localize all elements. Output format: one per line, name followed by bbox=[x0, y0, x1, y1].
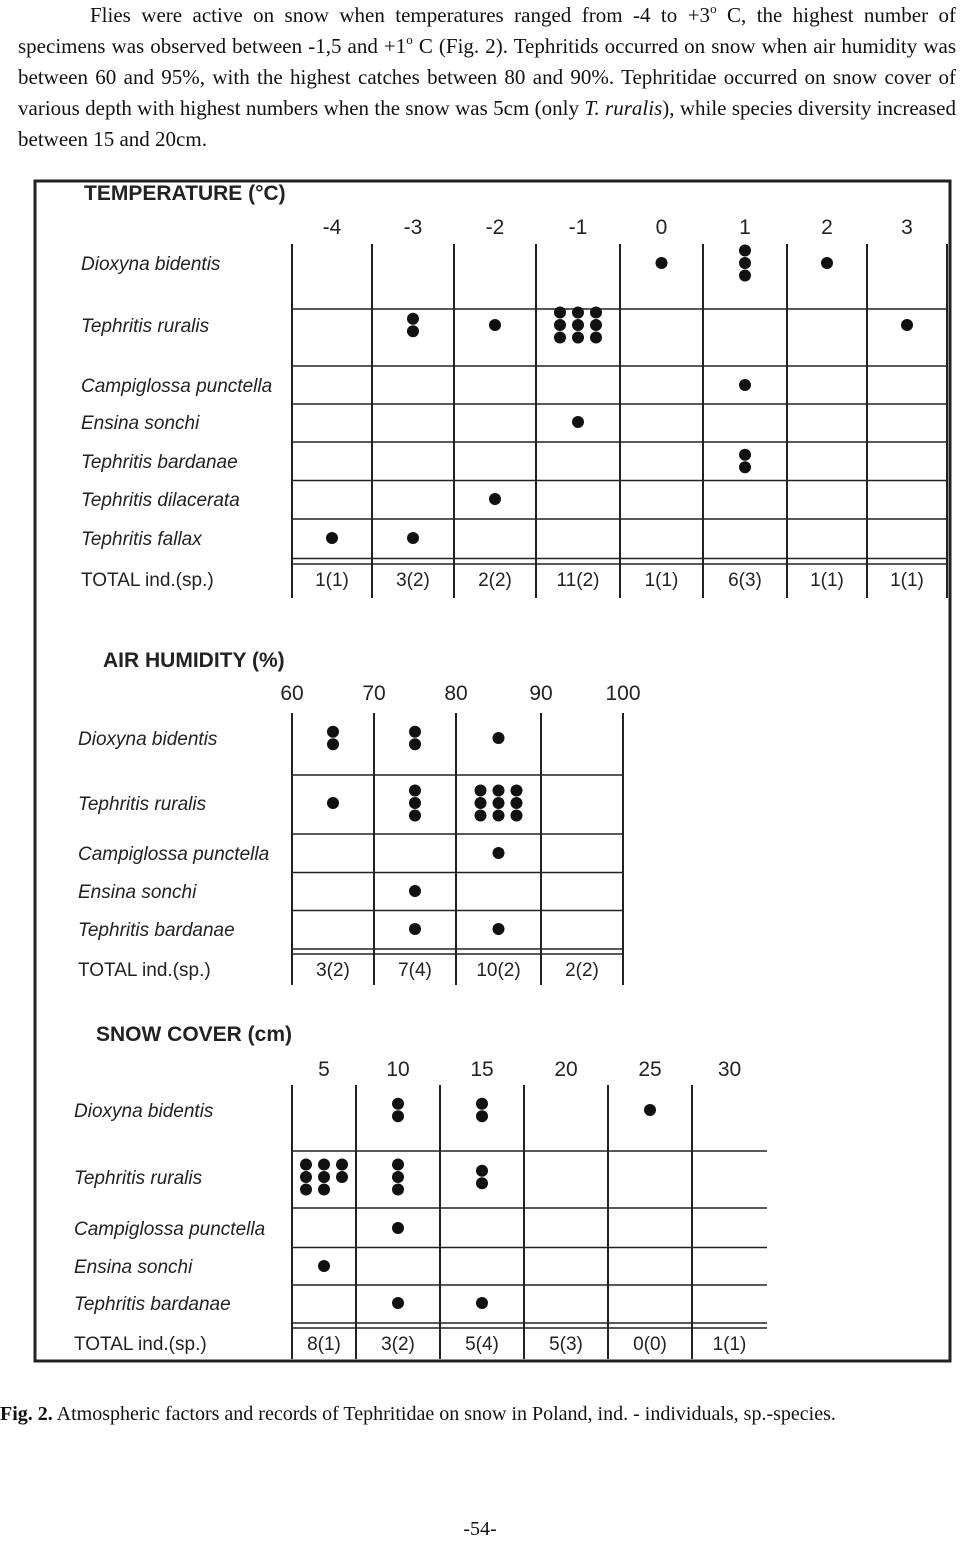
record-dot bbox=[554, 332, 566, 344]
record-dot bbox=[475, 785, 487, 797]
record-dot bbox=[511, 797, 523, 809]
paragraph-species-italic: T. ruralis bbox=[584, 96, 663, 120]
record-dot bbox=[554, 307, 566, 319]
record-dot bbox=[511, 785, 523, 797]
caption-text: Atmospheric factors and records of Tephritidae on snow in Poland, ind. - individuals, sp.-species. bbox=[52, 1403, 836, 1425]
record-dot bbox=[493, 810, 505, 822]
axis-tick-label: 2 bbox=[821, 216, 833, 239]
total-value: 3(2) bbox=[381, 1334, 415, 1355]
record-dot bbox=[392, 1171, 404, 1183]
record-dot bbox=[336, 1171, 348, 1183]
record-dot bbox=[493, 785, 505, 797]
paragraph-text-2: C, the highest number of specimens was observed between -1,5 and +1 bbox=[18, 3, 956, 58]
record-dot bbox=[407, 532, 419, 544]
record-dot bbox=[821, 257, 833, 269]
record-dot bbox=[409, 726, 421, 738]
record-dot bbox=[300, 1171, 312, 1183]
total-value: 2(2) bbox=[478, 570, 512, 591]
degree-mark-2: o bbox=[406, 32, 413, 47]
species-label: Tephritis dilacerata bbox=[81, 490, 240, 511]
total-label: TOTAL ind.(sp.) bbox=[74, 1334, 207, 1355]
record-dot bbox=[476, 1297, 488, 1309]
record-dot bbox=[318, 1260, 330, 1272]
record-dot bbox=[327, 726, 339, 738]
species-label: Tephritis ruralis bbox=[78, 794, 207, 815]
record-dot bbox=[476, 1098, 488, 1110]
record-dot bbox=[572, 416, 584, 428]
axis-tick-label: 25 bbox=[638, 1058, 662, 1081]
species-label: Dioxyna bidentis bbox=[78, 729, 218, 750]
record-dot bbox=[656, 257, 668, 269]
total-value: 5(3) bbox=[549, 1334, 583, 1355]
species-label: Tephritis fallax bbox=[81, 529, 202, 550]
total-value: 6(3) bbox=[728, 570, 762, 591]
paragraph-text-3: C (Fig. 2). Tephritids occurred on snow when air humidity was between 60 and 95%, with the highest catches between 80 and 90%. Tephritidae occurred on snow cover of various depth with highest numbers when the snow was 5cm (only bbox=[18, 34, 956, 120]
degree-mark-1: o bbox=[710, 1, 717, 16]
record-dot bbox=[739, 379, 751, 391]
record-dot bbox=[572, 332, 584, 344]
record-dot bbox=[409, 797, 421, 809]
axis-tick-label: 30 bbox=[717, 1058, 742, 1081]
record-dot bbox=[409, 885, 421, 897]
species-label: Dioxyna bidentis bbox=[81, 254, 221, 275]
record-dot bbox=[407, 313, 419, 325]
species-label: Tephritis ruralis bbox=[74, 1168, 203, 1189]
record-dot bbox=[739, 245, 751, 257]
species-label: Campiglossa punctella bbox=[74, 1219, 266, 1240]
record-dot bbox=[392, 1098, 404, 1110]
record-dot bbox=[326, 532, 338, 544]
species-label: Tephritis ruralis bbox=[81, 316, 210, 337]
record-dot bbox=[493, 732, 505, 744]
axis-tick-label: 3 bbox=[901, 216, 913, 239]
record-dot bbox=[511, 810, 523, 822]
record-dot bbox=[475, 797, 487, 809]
page-number: -54- bbox=[463, 1518, 497, 1540]
species-label: Tephritis bardanae bbox=[78, 920, 235, 941]
record-dot bbox=[493, 923, 505, 935]
axis-tick-label: 10 bbox=[386, 1058, 410, 1081]
record-dot bbox=[476, 1165, 488, 1177]
record-dot bbox=[476, 1110, 488, 1122]
axis-tick-label: 90 bbox=[529, 682, 553, 705]
record-dot bbox=[300, 1159, 312, 1171]
axis-tick-label: 80 bbox=[444, 682, 468, 705]
record-dot bbox=[318, 1184, 330, 1196]
record-dot bbox=[392, 1159, 404, 1171]
total-label: TOTAL ind.(sp.) bbox=[78, 960, 211, 981]
record-dot bbox=[489, 493, 501, 505]
record-dot bbox=[327, 738, 339, 750]
record-dot bbox=[739, 257, 751, 269]
axis-tick-label: 5 bbox=[318, 1058, 330, 1081]
record-dot bbox=[739, 270, 751, 282]
total-value: 8(1) bbox=[307, 1334, 341, 1355]
record-dot bbox=[409, 785, 421, 797]
record-dot bbox=[739, 449, 751, 461]
species-label: Campiglossa punctella bbox=[81, 376, 273, 397]
record-dot bbox=[739, 461, 751, 473]
species-label: Campiglossa punctella bbox=[78, 844, 270, 865]
paragraph-text-1: Flies were active on snow when temperatures ranged from -4 to +3 bbox=[90, 3, 711, 27]
total-value: 11(2) bbox=[556, 570, 600, 591]
record-dot bbox=[392, 1222, 404, 1234]
paragraph-text-4: ), while species diversity increased between 15 and 20cm. bbox=[18, 96, 956, 151]
record-dot bbox=[409, 738, 421, 750]
record-dot bbox=[392, 1297, 404, 1309]
caption-label: Fig. 2. bbox=[0, 1403, 53, 1425]
total-value: 10(2) bbox=[476, 960, 521, 981]
total-value: 7(4) bbox=[398, 960, 432, 981]
record-dot bbox=[590, 319, 602, 331]
record-dot bbox=[590, 332, 602, 344]
total-value: 1(1) bbox=[315, 570, 349, 591]
total-value: 3(2) bbox=[316, 960, 350, 981]
species-label: Tephritis bardanae bbox=[74, 1294, 231, 1315]
record-dot bbox=[493, 847, 505, 859]
axis-tick-label: -1 bbox=[568, 216, 588, 239]
axis-tick-label: 70 bbox=[362, 682, 386, 705]
total-label: TOTAL ind.(sp.) bbox=[81, 570, 214, 591]
total-value: 5(4) bbox=[465, 1334, 499, 1355]
record-dot bbox=[901, 319, 913, 331]
total-value: 1(1) bbox=[890, 570, 924, 591]
axis-tick-label: -3 bbox=[403, 216, 423, 239]
record-dot bbox=[572, 307, 584, 319]
axis-tick-label: 20 bbox=[554, 1058, 578, 1081]
axis-tick-label: 60 bbox=[280, 682, 304, 705]
record-dot bbox=[572, 319, 584, 331]
record-dot bbox=[476, 1177, 488, 1189]
species-label: Tephritis bardanae bbox=[81, 452, 238, 473]
record-dot bbox=[409, 923, 421, 935]
axis-tick-label: 100 bbox=[605, 682, 641, 705]
species-label: Ensina sonchi bbox=[81, 413, 200, 434]
axis-tick-label: 0 bbox=[655, 216, 668, 239]
record-dot bbox=[407, 325, 419, 337]
record-dot bbox=[327, 797, 339, 809]
total-value: 2(2) bbox=[565, 960, 599, 981]
record-dot bbox=[590, 307, 602, 319]
total-value: 1(1) bbox=[810, 570, 844, 591]
species-label: Ensina sonchi bbox=[74, 1257, 193, 1278]
axis-tick-label: 1 bbox=[739, 216, 751, 239]
panel-title: AIR HUMIDITY (%) bbox=[103, 649, 285, 672]
record-dot bbox=[493, 797, 505, 809]
species-label: Dioxyna bidentis bbox=[74, 1101, 214, 1122]
axis-tick-label: -4 bbox=[322, 216, 342, 239]
record-dot bbox=[644, 1104, 656, 1116]
record-dot bbox=[300, 1184, 312, 1196]
total-value: 0(0) bbox=[633, 1334, 667, 1355]
total-value: 1(1) bbox=[712, 1334, 747, 1355]
total-value: 1(1) bbox=[644, 570, 679, 591]
record-dot bbox=[554, 319, 566, 331]
record-dot bbox=[318, 1159, 330, 1171]
record-dot bbox=[392, 1184, 404, 1196]
total-value: 3(2) bbox=[396, 570, 430, 591]
record-dot bbox=[475, 810, 487, 822]
species-label: Ensina sonchi bbox=[78, 882, 197, 903]
panel-title: TEMPERATURE (°C) bbox=[84, 182, 286, 205]
record-dot bbox=[489, 319, 501, 331]
axis-tick-label: -2 bbox=[485, 216, 505, 239]
axis-tick-label: 15 bbox=[470, 1058, 494, 1081]
record-dot bbox=[318, 1171, 330, 1183]
panel-title: SNOW COVER (cm) bbox=[96, 1023, 293, 1046]
record-dot bbox=[409, 810, 421, 822]
record-dot bbox=[392, 1110, 404, 1122]
record-dot bbox=[336, 1159, 348, 1171]
figure-caption bbox=[0, 1400, 960, 1428]
